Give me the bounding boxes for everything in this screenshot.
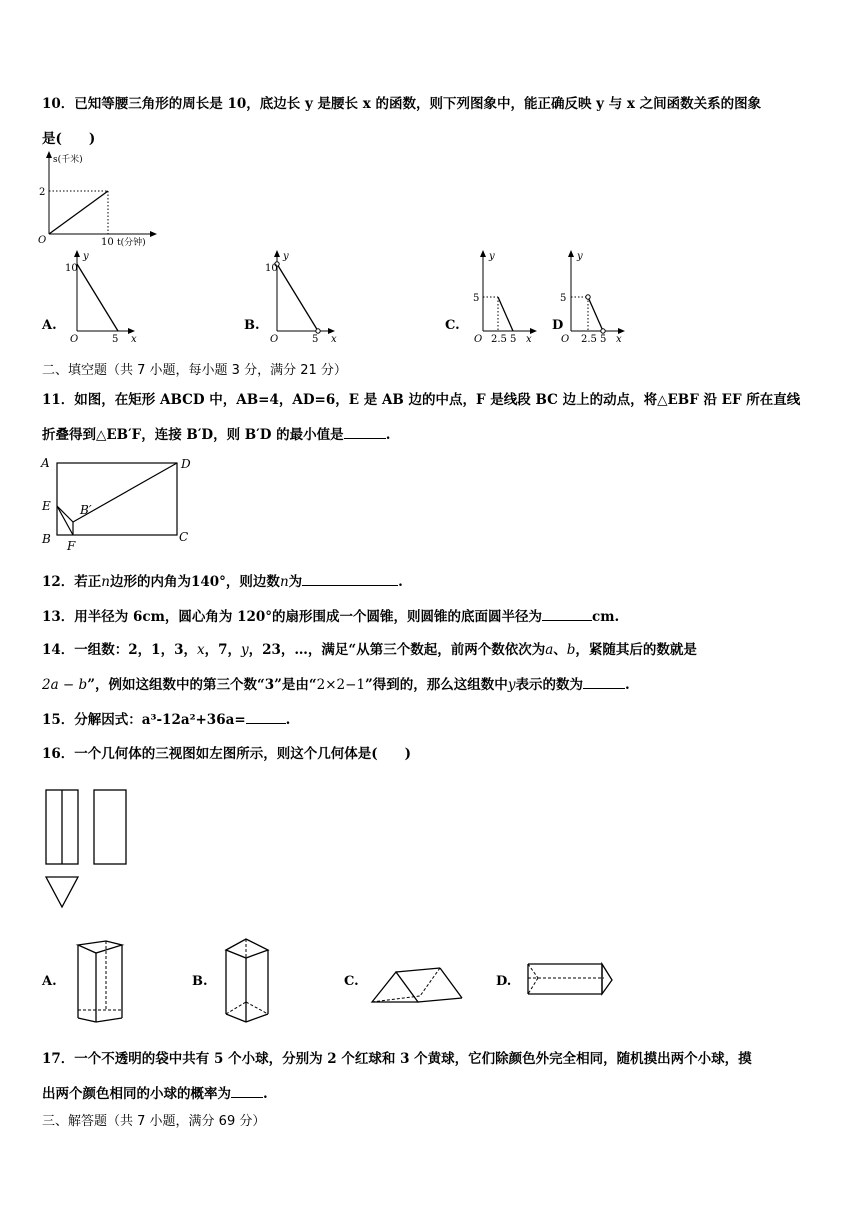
svg-text:C: C [179, 530, 189, 544]
svg-text:2.5: 2.5 [581, 334, 597, 345]
svg-text:x: x [131, 334, 137, 345]
q17-line2: 出两个颜色相同的小球的概率为 . [42, 1086, 268, 1102]
ref-graph-ylabel: s(千米) [53, 155, 83, 165]
svg-text:O: O [70, 334, 79, 345]
section-2-heading: 二、填空题（共 7 小题，每小题 3 分，满分 21 分） [42, 363, 347, 378]
q10-option-d-graph[interactable] [556, 248, 636, 344]
q16-option-b-figure[interactable] [222, 936, 274, 1026]
ref-graph-origin: O [38, 235, 47, 246]
q10-option-a-label[interactable]: A. [42, 318, 57, 333]
svg-text:y: y [283, 251, 289, 262]
q17-line1: 17．一个不透明的袋中共有 5 个小球，分别为 2 个红球和 3 个黄球，它们除颜色外完全相同，随机摸出两个小球，摸 [42, 1051, 752, 1067]
svg-text:A: A [41, 456, 50, 470]
svg-text:5: 5 [473, 293, 480, 304]
q10-option-c-graph[interactable] [468, 248, 548, 344]
ref-graph-xlabel: t(分钟) [117, 238, 146, 248]
q14-line1: 14．一组数：2，1，3，x，7，y，23，…，满足“从第三个数起，前两个数依次为a、b，紧随其后的数就是 [42, 642, 697, 658]
svg-text:x: x [331, 334, 337, 345]
q10-line1: 10．已知等腰三角形的周长是 10，底边长 y 是腰长 x 的函数，则下列图象中，能正确反映 y 与 x 之间函数关系的图象 [42, 96, 762, 112]
q16-option-c-label[interactable]: C. [344, 974, 359, 989]
svg-text:5: 5 [112, 334, 119, 345]
svg-text:y: y [489, 251, 495, 262]
q11-line2: 折叠得到△EB′F，连接 B′D，则 B′D 的最小值是 . [42, 427, 391, 443]
ref-graph-ytick: 2 [39, 187, 46, 198]
q10-option-c-label[interactable]: C. [445, 318, 460, 333]
q16-option-c-figure[interactable] [370, 966, 466, 1006]
q10-line2: 是( ) [42, 131, 96, 147]
q10-option-d-label[interactable]: D [552, 318, 564, 333]
q15-answer-blank[interactable] [246, 723, 286, 724]
svg-text:O: O [270, 334, 279, 345]
svg-text:B′: B′ [80, 503, 92, 517]
svg-text:5: 5 [510, 334, 517, 345]
svg-text:10: 10 [65, 263, 78, 274]
q15-line: 15．分解因式：a³-12a²+36a= . [42, 712, 291, 728]
svg-text:5: 5 [312, 334, 319, 345]
svg-text:O: O [561, 334, 570, 345]
q13-line: 13．用半径为 6cm，圆心角为 120°的扇形围成一个圆锥，则圆锥的底面圆半径为 cm. [42, 609, 620, 625]
q10-option-a-graph[interactable] [62, 248, 142, 344]
q14-line2: 2a − b”，例如这组数中的第三个数“3”是由“2×2−1”得到的，那么这组数中y表示的数为 . [42, 677, 630, 693]
q16-option-b-label[interactable]: B. [192, 974, 208, 989]
svg-text:x: x [526, 334, 532, 345]
q10-reference-graph [35, 150, 165, 248]
svg-text:10: 10 [265, 263, 278, 274]
q16-option-a-label[interactable]: A. [42, 974, 57, 989]
svg-text:y: y [577, 251, 583, 262]
q16-option-a-figure[interactable] [74, 938, 126, 1026]
svg-text:B: B [42, 532, 51, 546]
svg-text:D: D [181, 457, 191, 471]
q12-line: 12．若正n边形的内角为140°，则边数n为 . [42, 574, 403, 590]
svg-text:2.5: 2.5 [491, 334, 507, 345]
svg-text:E: E [42, 499, 51, 513]
q17-answer-blank[interactable] [231, 1097, 263, 1098]
q10-option-b-graph[interactable] [262, 248, 342, 344]
q16-option-d-label[interactable]: D. [496, 974, 512, 989]
q16-line: 16．一个几何体的三视图如左图所示，则这个几何体是( ) [42, 746, 412, 762]
q11-answer-blank[interactable] [344, 438, 386, 439]
section-3-heading: 三、解答题（共 7 小题，满分 69 分） [42, 1114, 266, 1129]
svg-text:5: 5 [600, 334, 607, 345]
q11-rectangle-figure [40, 452, 200, 552]
svg-text:x: x [616, 334, 622, 345]
q16-option-d-figure[interactable] [524, 960, 616, 1000]
q10-option-b-label[interactable]: B. [244, 318, 260, 333]
q16-three-views-figure [44, 788, 134, 913]
q12-answer-blank[interactable] [302, 585, 398, 586]
q11-line1: 11．如图，在矩形 ABCD 中，AB=4，AD=6，E 是 AB 边的中点，F 是线段 BC 边上的动点，将△EBF 沿 EF 所在直线 [42, 392, 801, 408]
q14-answer-blank[interactable] [583, 688, 625, 689]
svg-text:5: 5 [560, 293, 567, 304]
svg-text:y: y [83, 251, 89, 262]
svg-text:O: O [474, 334, 483, 345]
ref-graph-xtick: 10 [101, 237, 114, 248]
svg-text:F: F [67, 539, 76, 553]
q13-answer-blank[interactable] [542, 620, 592, 621]
